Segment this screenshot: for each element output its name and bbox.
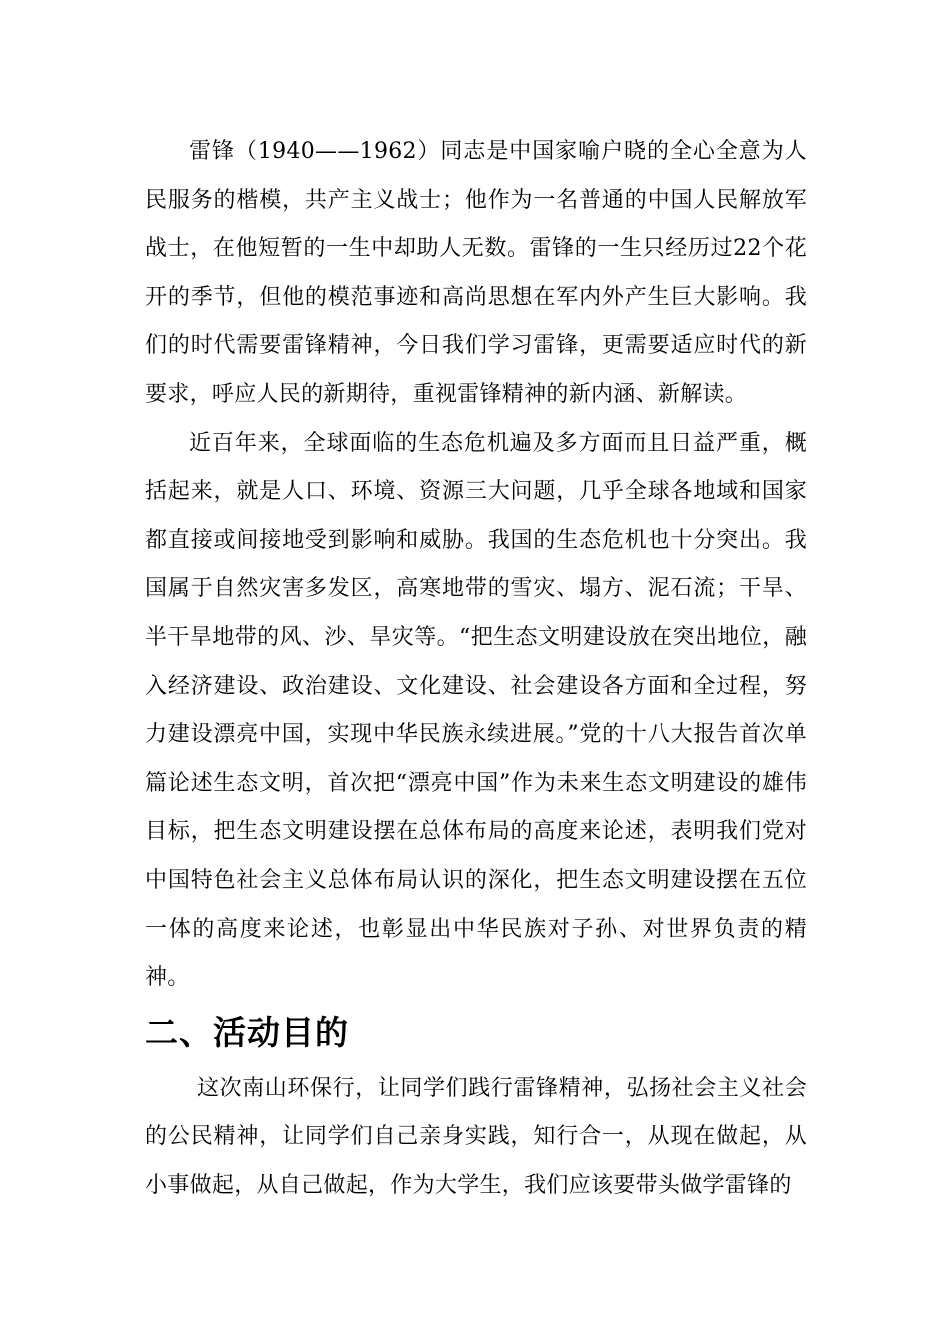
section-heading-activity-purpose: 二、活动目的 xyxy=(145,1012,349,1052)
paragraph-lei-feng-intro: 雷锋（1940——1962）同志是中国家喻户晓的全心全意为人民服务的楷模，共产主义战士；他作为一名普通的中国人民解放军战士，在他短暂的一生中却助人无数。雷锋的一生只经历过22个花开的季节，但他的模范事迹和高尚思想在军内外产生巨大影响。我们的时代需要雷锋精神，今日我们学习雷锋，更需要适应时代的新要求，呼应人民的新期待，重视雷锋精神的新内涵、新解读。 xyxy=(145,139,807,407)
paragraph-activity-purpose: 这次南山环保行，让同学们践行雷锋精神，弘扬社会主义社会的公民精神，让同学们自己亲身实践，知行合一，从现在做起，从小事做起，从自己做起，作为大学生，我们应该要带头做学雷锋的 xyxy=(145,1075,807,1198)
paragraph-ecological-crisis: 近百年来，全球面临的生态危机遍及多方面而且日益严重，概括起来，就是人口、环境、资源三大问题，几乎全球各地域和国家都直接或间接地受到影响和威胁。我国的生态危机也十分突出。我国属于自然灾害多发区，高寒地带的雪灾、塌方、泥石流；干旱、半干旱地带的风、沙、旱灾等。“把生态文明建设放在突出地位，融入经济建设、政治建设、文化建设、社会建设各方面和全过程，努力建设漂亮中国，实现中华民族永续进展。”党的十八大报告首次单篇论述生态文明，首次把“漂亮中国”作为未来生态文明建设的雄伟目标，把生态文明建设摆在总体布局的高度来论述，表明我们党对中国特色社会主义总体布局认识的深化，把生态文明建设摆在五位一体的高度来论述，也彰显出中华民族对子孙、对世界负责的精神。 xyxy=(145,430,807,991)
document-body xyxy=(145,128,807,1210)
